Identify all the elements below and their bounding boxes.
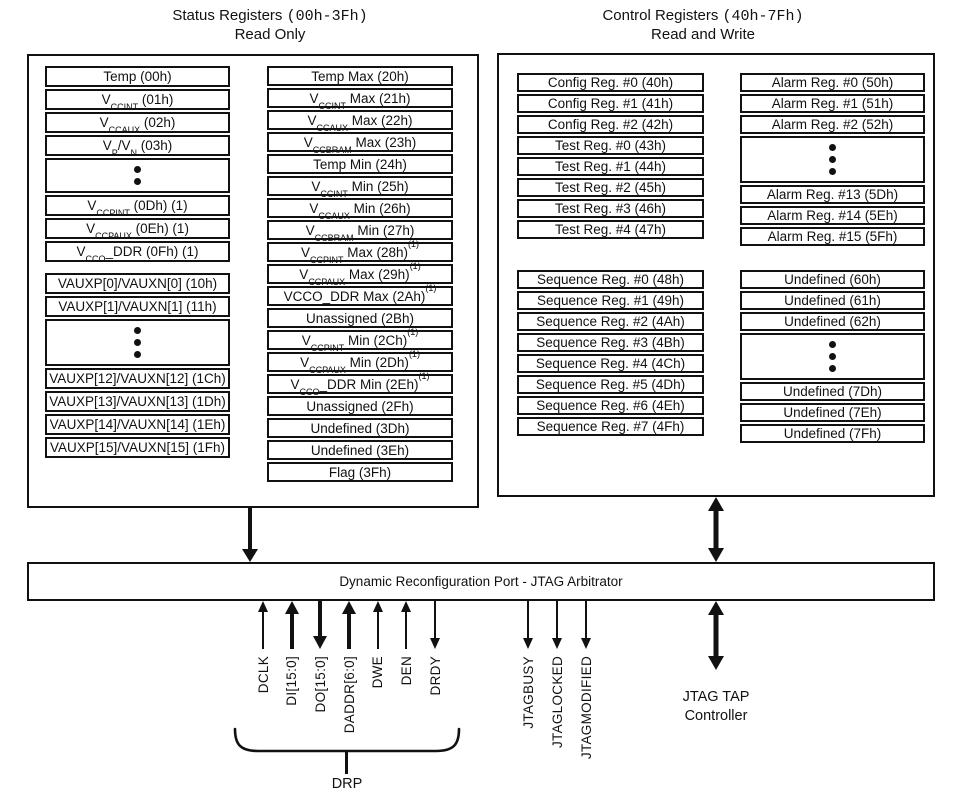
arrow-down-head — [523, 638, 533, 649]
ellipsis-dots — [45, 158, 230, 193]
drp-signal-dwe — [363, 601, 393, 688]
arrow-shaft — [585, 601, 587, 638]
signal-label: JTAGBUSY — [520, 656, 536, 729]
register-cell — [740, 403, 925, 422]
arrow-shaft — [318, 601, 322, 638]
signal-label: DWE — [370, 656, 386, 689]
register-cell-label: $V_P/V_N$ (03h) — [102, 138, 173, 159]
register-cell — [45, 414, 230, 435]
register-cell — [517, 396, 704, 415]
register-cell-label: Sequence Reg. #4 (4Ch) — [535, 356, 686, 371]
arbitrator-bar — [27, 562, 935, 601]
dot — [134, 339, 141, 346]
register-cell — [517, 270, 704, 289]
ellipsis-dots — [740, 333, 925, 380]
dot — [829, 353, 836, 360]
arrow-up-head — [285, 601, 299, 614]
register-cell-label: Sequence Reg. #0 (48h) — [536, 272, 685, 287]
status-title-line — [95, 7, 445, 26]
arrow-shaft — [405, 612, 407, 649]
register-cell — [267, 220, 453, 243]
register-cell-label: Test Reg. #0 (43h) — [554, 138, 667, 153]
arrow-shaft — [714, 613, 719, 658]
status-range: (00h-3Fh) — [286, 8, 368, 25]
arrow-shaft — [714, 509, 719, 550]
register-cell-label: Alarm Reg. #0 (50h) — [771, 75, 894, 90]
register-cell — [45, 273, 230, 294]
arrow-down-head — [708, 548, 724, 562]
register-cell — [45, 437, 230, 458]
register-cell-label: Alarm Reg. #15 (5Fh) — [767, 229, 898, 244]
drp-signal-daddr60 — [334, 601, 364, 733]
register-cell-label: Undefined (7Eh) — [783, 405, 882, 420]
arrow-down-head — [242, 549, 258, 562]
register-cell-label: Sequence Reg. #5 (4Dh) — [535, 377, 686, 392]
register-cell-label: VAUXP[13]/VAUXN[13] (1Dh) — [49, 394, 226, 409]
drp-signal-drdy — [420, 601, 450, 695]
signal-down-arrow — [571, 601, 601, 649]
signal-label: DEN — [398, 656, 414, 686]
register-cell — [740, 227, 925, 246]
jtag-signal-jtagbusy — [513, 601, 543, 729]
register-cell-label: Test Reg. #1 (44h) — [554, 159, 667, 174]
register-cell — [740, 185, 925, 204]
register-cell-label: VAUXP[14]/VAUXN[14] (1Eh) — [49, 417, 226, 432]
signal-label: DCLK — [255, 656, 271, 694]
status-to-arbitrator-arrow — [241, 508, 259, 562]
register-cell-label: Config Reg. #2 (42h) — [547, 117, 674, 132]
signal-label: DO[15:0] — [312, 656, 328, 713]
control-col1-sequence-group — [517, 270, 704, 438]
dot — [134, 327, 141, 334]
register-cell-label: $V_{CCINT}$ Min (25h) — [311, 178, 409, 199]
register-cell-label: Sequence Reg. #1 (49h) — [536, 293, 685, 308]
drp-signal-di150 — [277, 601, 307, 706]
register-cell-label: Alarm Reg. #13 (5Dh) — [766, 187, 899, 202]
register-cell — [740, 312, 925, 331]
register-cell-label: $V_{CCPAUX}$ (0Eh) (1) — [86, 221, 189, 242]
signal-down-arrow — [305, 601, 335, 649]
register-cell — [45, 66, 230, 87]
register-cell-label: VAUXP[12]/VAUXN[12] (1Ch) — [49, 371, 226, 386]
register-cell-label: Undefined (7Fh) — [783, 426, 882, 441]
register-cell-label: $V_{CCPINT}$ Max $(28h)^{(1)}$ — [300, 239, 420, 265]
register-cell — [517, 136, 704, 155]
register-cell — [267, 66, 453, 86]
control-registers-header — [528, 7, 878, 44]
register-cell — [517, 312, 704, 331]
dot — [134, 166, 141, 173]
register-cell-label: Sequence Reg. #6 (4Eh) — [536, 398, 685, 413]
register-cell — [45, 112, 230, 136]
arrow-shaft — [527, 601, 529, 638]
register-cell-label: $V_{CCAUX}$ (02h) — [99, 115, 176, 136]
dot — [829, 341, 836, 348]
register-cell — [267, 308, 453, 328]
status-col1-vaux-group — [45, 273, 230, 460]
arrow-shaft — [556, 601, 558, 638]
register-cell — [45, 135, 230, 159]
register-cell-label: Undefined (3Eh) — [310, 442, 410, 458]
arrow-up-head — [401, 601, 411, 612]
arrow-up-head — [258, 601, 268, 612]
register-cell-label: Temp Max (20h) — [311, 68, 409, 84]
signal-up-arrow — [334, 601, 364, 649]
signal-up-arrow — [363, 601, 393, 649]
ellipsis-dots — [45, 319, 230, 366]
arrow-shaft — [290, 612, 294, 649]
register-cell — [267, 327, 453, 353]
signal-up-arrow — [248, 601, 278, 649]
register-cell-label: $V_{CCPINT}$ (0Dh) (1) — [87, 198, 188, 219]
register-cell — [517, 157, 704, 176]
drp-signal-den — [391, 601, 421, 685]
register-cell — [740, 115, 925, 134]
register-cell — [740, 424, 925, 443]
signal-label: DI[15:0] — [284, 656, 300, 706]
register-cell — [517, 375, 704, 394]
register-cell — [740, 291, 925, 310]
register-cell-label: Temp (00h) — [103, 69, 172, 84]
status-subtitle: Read Only — [234, 26, 306, 43]
register-cell-label: $V_{CCINT}$ (01h) — [101, 92, 174, 113]
ellipsis-dots — [740, 136, 925, 183]
register-cell-label: Test Reg. #4 (47h) — [554, 222, 667, 237]
dot — [829, 168, 836, 175]
register-cell-label: $V_{CCBRAM}$ Min (27h) — [305, 222, 415, 243]
register-cell-label: $V_{CCO}\_DDR$ Min $(2Eh)^{(1)}$ — [290, 371, 430, 397]
register-cell — [45, 241, 230, 265]
control-title: Control Registers — [602, 7, 719, 24]
register-cell — [267, 110, 453, 133]
register-cell-label: Undefined (60h) — [784, 272, 881, 287]
register-cell-label: Alarm Reg. #2 (52h) — [771, 117, 894, 132]
drp-signal-do150 — [305, 601, 335, 712]
register-cell — [517, 73, 704, 92]
register-cell — [517, 354, 704, 373]
register-cell-label: Alarm Reg. #1 (51h) — [771, 96, 894, 111]
register-cell-label: Temp Min (24h) — [313, 156, 407, 172]
register-cell-label: VCCO_DDR Max $(2Ah)^{(1)}$ — [283, 283, 437, 304]
arrow-down-head — [552, 638, 562, 649]
register-cell — [267, 176, 453, 199]
register-cell — [45, 391, 230, 412]
register-cell — [517, 220, 704, 239]
register-cell-label: Unassigned (2Bh) — [305, 310, 415, 326]
register-cell — [740, 206, 925, 225]
control-subtitle: Read and Write — [651, 26, 755, 43]
arrow-shaft — [377, 612, 379, 649]
status-col2-minmax-group — [267, 66, 453, 484]
arrow-shaft — [248, 508, 252, 551]
jtag-tap-bidirectional-arrow — [641, 601, 791, 670]
signal-label: DADDR[6:0] — [341, 656, 357, 734]
register-cell-label: VAUXP[15]/VAUXN[15] (1Fh) — [49, 440, 226, 455]
arrow-down-head — [581, 638, 591, 649]
register-cell-label: Undefined (61h) — [784, 293, 881, 308]
register-cell-label: Sequence Reg. #3 (4Bh) — [536, 335, 685, 350]
register-cell — [517, 291, 704, 310]
control-col1-config-test-group — [517, 73, 704, 241]
register-cell-label: Alarm Reg. #14 (5Eh) — [767, 208, 898, 223]
register-cell — [740, 270, 925, 289]
register-cell — [517, 94, 704, 113]
register-cell-label: Config Reg. #1 (41h) — [547, 96, 674, 111]
register-cell — [267, 440, 453, 460]
signal-label: DRDY — [427, 656, 443, 696]
register-cell — [45, 195, 230, 219]
jtag-tap-line1: JTAG TAP — [682, 689, 750, 705]
register-cell-label: Undefined (3Dh) — [310, 420, 410, 436]
register-cell-label: Unassigned (2Fh) — [306, 398, 414, 414]
signal-label: JTAGLOCKED — [549, 656, 565, 749]
arrow-up-head — [708, 601, 724, 615]
jtag-tap-line2: Controller — [684, 708, 748, 724]
register-cell — [740, 73, 925, 92]
arrow-down-head — [430, 638, 440, 649]
register-cell-label: VAUXP[1]/VAUXN[1] (11h) — [58, 299, 217, 314]
drp-group-label: DRP — [331, 776, 363, 792]
register-cell — [267, 132, 453, 155]
register-cell — [267, 198, 453, 221]
register-cell — [267, 239, 453, 265]
arrow-down-head — [313, 636, 327, 649]
register-cell-label: $V_{CCAUX}$ Min (26h) — [309, 200, 411, 221]
register-cell — [267, 88, 453, 111]
register-cell-label: Test Reg. #2 (45h) — [554, 180, 667, 195]
dot — [829, 144, 836, 151]
register-cell — [45, 218, 230, 242]
arbitrator-label: Dynamic Reconfiguration Port - JTAG Arbitrator — [339, 574, 623, 589]
signal-up-arrow — [277, 601, 307, 649]
arrow-up-head — [708, 497, 724, 511]
register-cell-label: Undefined (7Dh) — [782, 384, 883, 399]
register-cell — [267, 154, 453, 174]
register-cell — [267, 261, 453, 287]
register-cell — [517, 417, 704, 436]
control-arbitrator-bidirectional-arrow — [707, 497, 725, 562]
register-cell-label: $V_{CCPAUX}$ Max $(29h)^{(1)}$ — [299, 261, 421, 287]
register-cell — [517, 115, 704, 134]
control-col2-alarm-group — [740, 73, 925, 248]
status-title: Status Registers — [172, 7, 283, 24]
register-cell — [267, 462, 453, 482]
arrow-shaft — [347, 612, 351, 649]
register-cell-label: $V_{CCINT}$ Max (21h) — [309, 90, 411, 111]
register-cell — [267, 283, 453, 306]
dot — [134, 178, 141, 185]
register-cell — [740, 94, 925, 113]
register-cell-label: Undefined (62h) — [784, 314, 881, 329]
register-cell — [517, 178, 704, 197]
register-cell — [267, 396, 453, 416]
register-cell-label: $V_{CCO}\_DDR$ (0Fh) (1) — [76, 244, 199, 265]
register-cell — [517, 333, 704, 352]
jtag-signal-jtagmodified — [571, 601, 601, 759]
arrow-up-head — [342, 601, 356, 614]
signal-down-arrow — [513, 601, 543, 649]
jtag-signal-jtaglocked — [542, 601, 572, 748]
register-cell-label: Test Reg. #3 (46h) — [554, 201, 667, 216]
control-range: (40h-7Fh) — [722, 8, 804, 25]
arrow-down-head — [708, 656, 724, 670]
control-title-line — [528, 7, 878, 26]
register-cell — [45, 296, 230, 317]
register-cell — [740, 382, 925, 401]
register-cell-label: $V_{CCBRAM}$ Max (23h) — [303, 134, 417, 155]
jtag-tap-connector — [641, 601, 791, 726]
drp-brace-stem — [345, 751, 348, 774]
status-registers-header — [95, 7, 445, 44]
register-cell-label: $V_{CCAUX}$ Max (22h) — [307, 112, 413, 133]
jtag-tap-controller-label — [683, 688, 750, 726]
signal-label: JTAGMODIFIED — [578, 656, 594, 760]
signal-down-arrow — [420, 601, 450, 649]
dot — [829, 365, 836, 372]
register-cell — [45, 368, 230, 389]
register-cell — [45, 89, 230, 113]
register-cell — [267, 371, 453, 397]
signal-down-arrow — [542, 601, 572, 649]
arrow-shaft — [262, 612, 264, 649]
register-cell-label: $V_{CCPAUX}$ Min $(2Dh)^{(1)}$ — [300, 349, 420, 375]
signal-up-arrow — [391, 601, 421, 649]
dot — [829, 156, 836, 163]
arrow-shaft — [434, 601, 436, 638]
control-col2-undefined-group — [740, 270, 925, 445]
drp-signal-dclk — [248, 601, 278, 693]
register-cell — [267, 418, 453, 438]
register-cell-label: $V_{CCPINT}$ Min $(2Ch)^{(1)}$ — [301, 327, 419, 353]
register-cell-label: Sequence Reg. #2 (4Ah) — [536, 314, 685, 329]
dot — [134, 351, 141, 358]
arrow-up-head — [373, 601, 383, 612]
register-cell-label: Sequence Reg. #7 (4Fh) — [536, 419, 685, 434]
register-cell — [267, 349, 453, 375]
register-cell-label: Flag (3Fh) — [328, 464, 392, 480]
register-cell-label: VAUXP[0]/VAUXN[0] (10h) — [57, 276, 218, 291]
status-col1-sensor-group — [45, 66, 230, 264]
register-cell-label: Config Reg. #0 (40h) — [547, 75, 674, 90]
register-cell — [517, 199, 704, 218]
